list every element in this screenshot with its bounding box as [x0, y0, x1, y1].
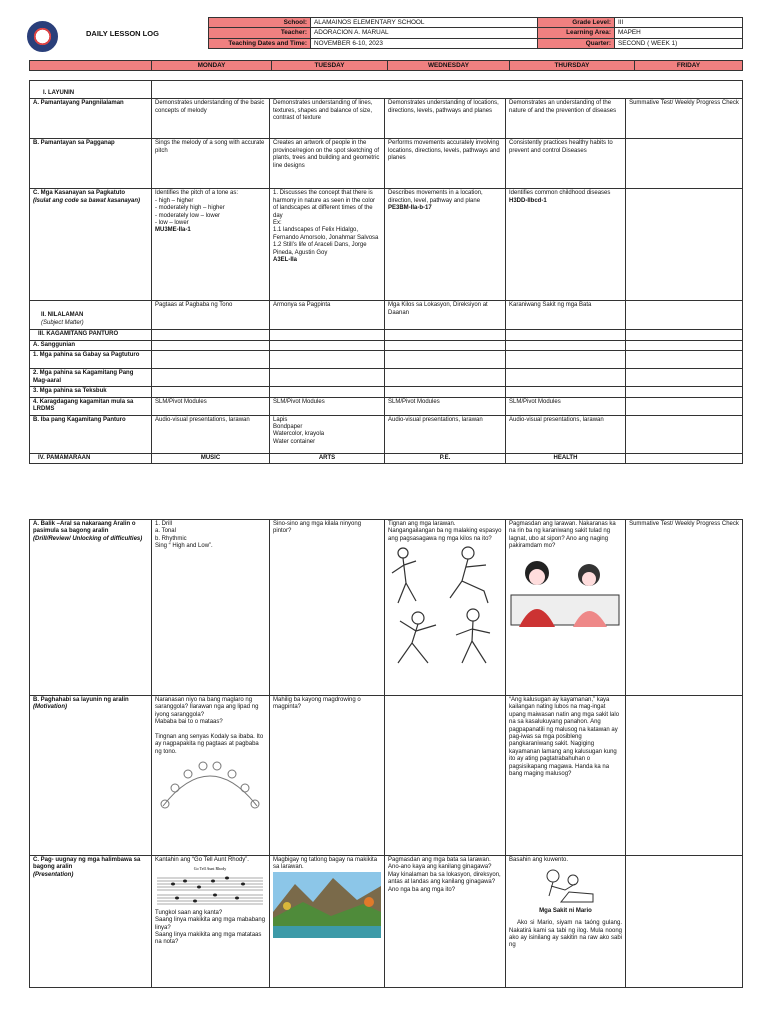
day-header-blank: [30, 61, 152, 71]
presentation-monday-text: Kantahin ang “Go Tell Aunt Rhody”.: [155, 857, 249, 863]
kodaly-hand-signs-image: [155, 756, 265, 812]
layunin-heading: I. LAYUNIN: [30, 81, 152, 99]
ii-label-sub: (Subject Matter): [41, 319, 84, 326]
teacher-value: ADORACION A. MARUAL: [311, 28, 538, 38]
c-tuesday-code: A3EL-IIa: [273, 257, 298, 264]
quarter-label: Quarter:: [538, 38, 615, 48]
row-label-r3: 3. Mga pahina sa Teksbuk: [30, 387, 152, 397]
row-label-motivation: [30, 696, 152, 856]
motivation-friday: [626, 696, 743, 856]
c-wednesday-code: PE3BM-IIa-b-17: [388, 205, 432, 212]
lesson-table-part2: [29, 519, 743, 988]
c-monday-code: MU3ME-IIa-1: [155, 227, 191, 234]
review-label-sub: (Drill/Review/ Unlocking of difficulties): [33, 535, 143, 542]
row-label-bi: B. Iba pang Kagamitang Panturo: [30, 415, 152, 453]
c-tuesday: [270, 189, 385, 301]
ii-tuesday: Armonya sa Pagpinta: [270, 301, 385, 330]
r4-friday: [626, 397, 743, 415]
layunin-blank: [152, 81, 743, 99]
presentation-tuesday: [270, 856, 385, 988]
r4-thursday: SLM/Pivot Modules: [506, 397, 626, 415]
motivation-label-sub: (Motivation): [33, 704, 67, 711]
sick-children-image: [509, 551, 621, 627]
motivation-thursday: “Ang kalusugan ay kayamanan,” kaya kailangan nating lubos na mag-ingat upang maiwasan natin ang mga sakit lalo na sa kasalukuyang panahon. Ang pagpapanatili ng malusog na katawan ay pag-iwas sa mga posibleng pangkaraniwang sakit. Nagiging kayamanan lamang ang kalusugan kung ito ay ating pagtatrabahuhan o pagsisikapang magawa. Handa ka na bang maging malusog?: [506, 696, 626, 856]
review-tuesday: Sino-sino ang mga kilala ninyong pintor?: [270, 520, 385, 696]
row-label-review: [30, 520, 152, 696]
b-friday: [626, 139, 743, 189]
review-wednesday: [385, 520, 506, 696]
motivation-monday: [152, 696, 270, 856]
ii-wednesday: Mga Kilos sa Lokasyon, Direksiyon at Daanan: [385, 301, 506, 330]
day-tuesday: TUESDAY: [272, 61, 388, 71]
row-label-iii: III. KAGAMITANG PANTURO: [30, 330, 152, 340]
bi-wednesday: Audio-visual presentations, larawan: [385, 415, 506, 453]
row-label-r1: 1. Mga pahina sa Gabay sa Pagtuturo: [30, 351, 152, 369]
c-label-text: C. Mga Kasanayan sa Pagkatuto: [33, 190, 126, 197]
lesson-table-part1: [29, 80, 743, 464]
row-label-sanggunian: A. Sanggunian: [30, 340, 152, 350]
c-thursday-code: H3DD-IIbcd-1: [509, 197, 547, 204]
day-monday: MONDAY: [152, 61, 272, 71]
quarter-value: SECOND ( WEEK 1): [615, 38, 743, 48]
ii-thursday: Karaniwang Sakit ng mga Bata: [506, 301, 626, 330]
c-thursday-text: Identifies common childhood diseases: [509, 190, 611, 197]
c-friday: [626, 189, 743, 301]
header-info: [208, 17, 743, 49]
r4-tuesday: SLM/Pivot Modules: [270, 397, 385, 415]
area-label: Learning Area:: [538, 28, 615, 38]
a-friday: Summative Test/ Weekly Progress Check: [626, 99, 743, 139]
motivation-wednesday: [385, 696, 506, 856]
b-thursday: Consistently practices healthy habits to prevent and control Diseases: [506, 139, 626, 189]
review-thursday: [506, 520, 626, 696]
presentation-label-sub: (Presentation): [33, 871, 74, 878]
story-title: Mga Sakit ni Mario: [539, 907, 592, 914]
dates-label: Teaching Dates and Time:: [209, 38, 311, 48]
presentation-monday-questions: Tungkol saan ang kanta? Saang linya makikita ang mga mababang linya? Saang linya makikita ang mga matataas na nota?: [155, 909, 266, 946]
presentation-thursday: [506, 856, 626, 988]
presentation-monday: [152, 856, 270, 988]
c-tuesday-text: 1. Discusses the concept that there is harmony in nature as seen in the color of landscapes at different times of the day Ex: 1.1 landscapes of Felix Hidalgo, Fernando Amorsolo, Jonahmar Salvosa 1.2 Still’s life of Araceli Dans, Jorge Pineda, Agustin Goy: [273, 190, 379, 256]
day-wednesday: WEDNESDAY: [388, 61, 510, 71]
presentation-wednesday: Pagmasdan ang mga bata sa larawan. Ano-ano kaya ang kanilang ginagawa? May kinalaman ba sa lokasyon, direksyon, antas at landas ang kanilang ginagawa? Ano nga ba ang mga ito?: [385, 856, 506, 988]
sheet-music-title: Go Tell Aunt Rhody: [193, 866, 227, 872]
sheet-music-image: [155, 864, 265, 906]
b-monday: Sings the melody of a song with accurate pitch: [152, 139, 270, 189]
bi-tuesday: Lapis Bondpaper Watercolor, krayola Water container: [270, 415, 385, 453]
subject-music: MUSIC: [152, 453, 270, 463]
presentation-friday: [626, 856, 743, 988]
row-label-a: A. Pamantayang Pangnilalaman: [30, 99, 152, 139]
r4-wednesday: SLM/Pivot Modules: [385, 397, 506, 415]
row-label-ii: [30, 301, 152, 330]
teacher-label: Teacher:: [209, 28, 311, 38]
bi-monday: Audio-visual presentations, larawan: [152, 415, 270, 453]
subject-health: HEALTH: [506, 453, 626, 463]
day-header-row: [29, 60, 743, 71]
exercise-figures-image: [388, 543, 500, 669]
row-label-r4: 4. Karagdagang kagamitan mula sa LRDMS: [30, 397, 152, 415]
school-value: ALAMAINOS ELEMENTARY SCHOOL: [311, 18, 538, 28]
ii-label-text: II. NILALAMAN: [41, 312, 84, 319]
a-tuesday: Demonstrates understanding of lines, textures, shapes and balance of size, contrast of texture: [270, 99, 385, 139]
dates-value: NOVEMBER 6-10, 2023: [311, 38, 538, 48]
a-wednesday: Demonstrates understanding of locations, directions, levels, pathways and planes: [385, 99, 506, 139]
c-thursday: [506, 189, 626, 301]
review-thursday-text: Pagmasdan ang larawan. Nakaranas ka na rin ba ng karaniwang sakit tulad ng lagnat, ubo at sipon? Ano ang naging pakiramdam mo?: [509, 521, 616, 550]
review-monday: 1. Drill a. Tonal b. Rhythmic Sing “ High and Low”.: [152, 520, 270, 696]
subject-arts: ARTS: [270, 453, 385, 463]
review-label-text: A. Balik –Aral sa nakaraang Aralin o pasimula sa bagong aralin: [33, 521, 136, 535]
grade-label: Grade Level:: [538, 18, 615, 28]
a-thursday: Demonstrates an understanding of the nature of and the prevention of diseases: [506, 99, 626, 139]
c-monday-text: Identifies the pitch of a tone as: - high – higher - moderately high – higher - moderately low – lower - low – lower: [155, 190, 239, 227]
presentation-tuesday-text: Magbigay ng tatlong bagay na makikita sa larawan.: [273, 857, 378, 871]
presentation-label-text: C. Pag- uugnay ng mga halimbawa sa bagong aralin: [33, 857, 141, 871]
b-tuesday: Creates an artwork of people in the province/region on the spot sketching of plants, trees and building and geometric line designs: [270, 139, 385, 189]
presentation-thursday-text: Basahin ang kuwento.: [509, 857, 569, 863]
story-illustration-image: [509, 864, 619, 904]
subject-friday: [626, 453, 743, 463]
c-wednesday: [385, 189, 506, 301]
motivation-label-text: B. Paghahabi sa layunin ng aralin: [33, 697, 129, 703]
ii-monday: Pagtaas at Pagbaba ng Tono: [152, 301, 270, 330]
row-label-iv: IV. PAMAMARAAN: [30, 453, 152, 463]
motivation-tuesday: Mahilig ba kayong magdrowing o magpinta?: [270, 696, 385, 856]
review-friday: Summative Test/ Weekly Progress Check: [626, 520, 743, 696]
c-label-sub: (Isulat ang code sa bawat kasanayan): [33, 197, 141, 204]
day-thursday: THURSDAY: [510, 61, 635, 71]
deped-seal-logo: [27, 21, 58, 52]
motivation-monday-text: Naranasan niyo na bang maglaro ng saranggola? Ilarawan nga ang lipad ng iyong saranggola? Mababa bai to o mataas? Tingnan ang senyas Kodaly sa ibaba. Ito ay nagpapakita ng pagtaas at pagbaba ng tono.: [155, 697, 264, 755]
document-title: DAILY LESSON LOG: [86, 29, 159, 38]
b-wednesday: Performs movements accurately involving locations, directions, levels, pathways and planes: [385, 139, 506, 189]
area-value: MAPEH: [615, 28, 743, 38]
day-friday: FRIDAY: [635, 61, 743, 71]
row-label-b: B. Pamantayan sa Pagganap: [30, 139, 152, 189]
ii-friday: [626, 301, 743, 330]
bi-thursday: Audio-visual presentations, larawan: [506, 415, 626, 453]
r4-monday: SLM/Pivot Modules: [152, 397, 270, 415]
row-label-presentation: [30, 856, 152, 988]
review-wednesday-text: Tignan ang mga larawan. Nangangailangan ba ng malaking espasyo ang pagsasagawa ng mga kilos na ito?: [388, 521, 502, 542]
grade-value: III: [615, 18, 743, 28]
a-monday: Demonstrates understanding of the basic concepts of melody: [152, 99, 270, 139]
subject-pe: P.E.: [385, 453, 506, 463]
c-monday: [152, 189, 270, 301]
row-label-c: [30, 189, 152, 301]
row-label-r2: 2. Mga pahina sa Kagamitang Pang Mag-aaral: [30, 369, 152, 387]
school-label: School:: [209, 18, 311, 28]
landscape-painting-image: [273, 872, 381, 938]
c-wednesday-text: Describes movements in a location, direction, level, pathway and plane: [388, 190, 483, 204]
story-text: Ako si Mario, siyam na taóng gulang. Nakatirá kami sa tabi ng ilog. Mula noong ako ay isinilang ay sakitin na raw ako sabi ng: [509, 920, 622, 949]
